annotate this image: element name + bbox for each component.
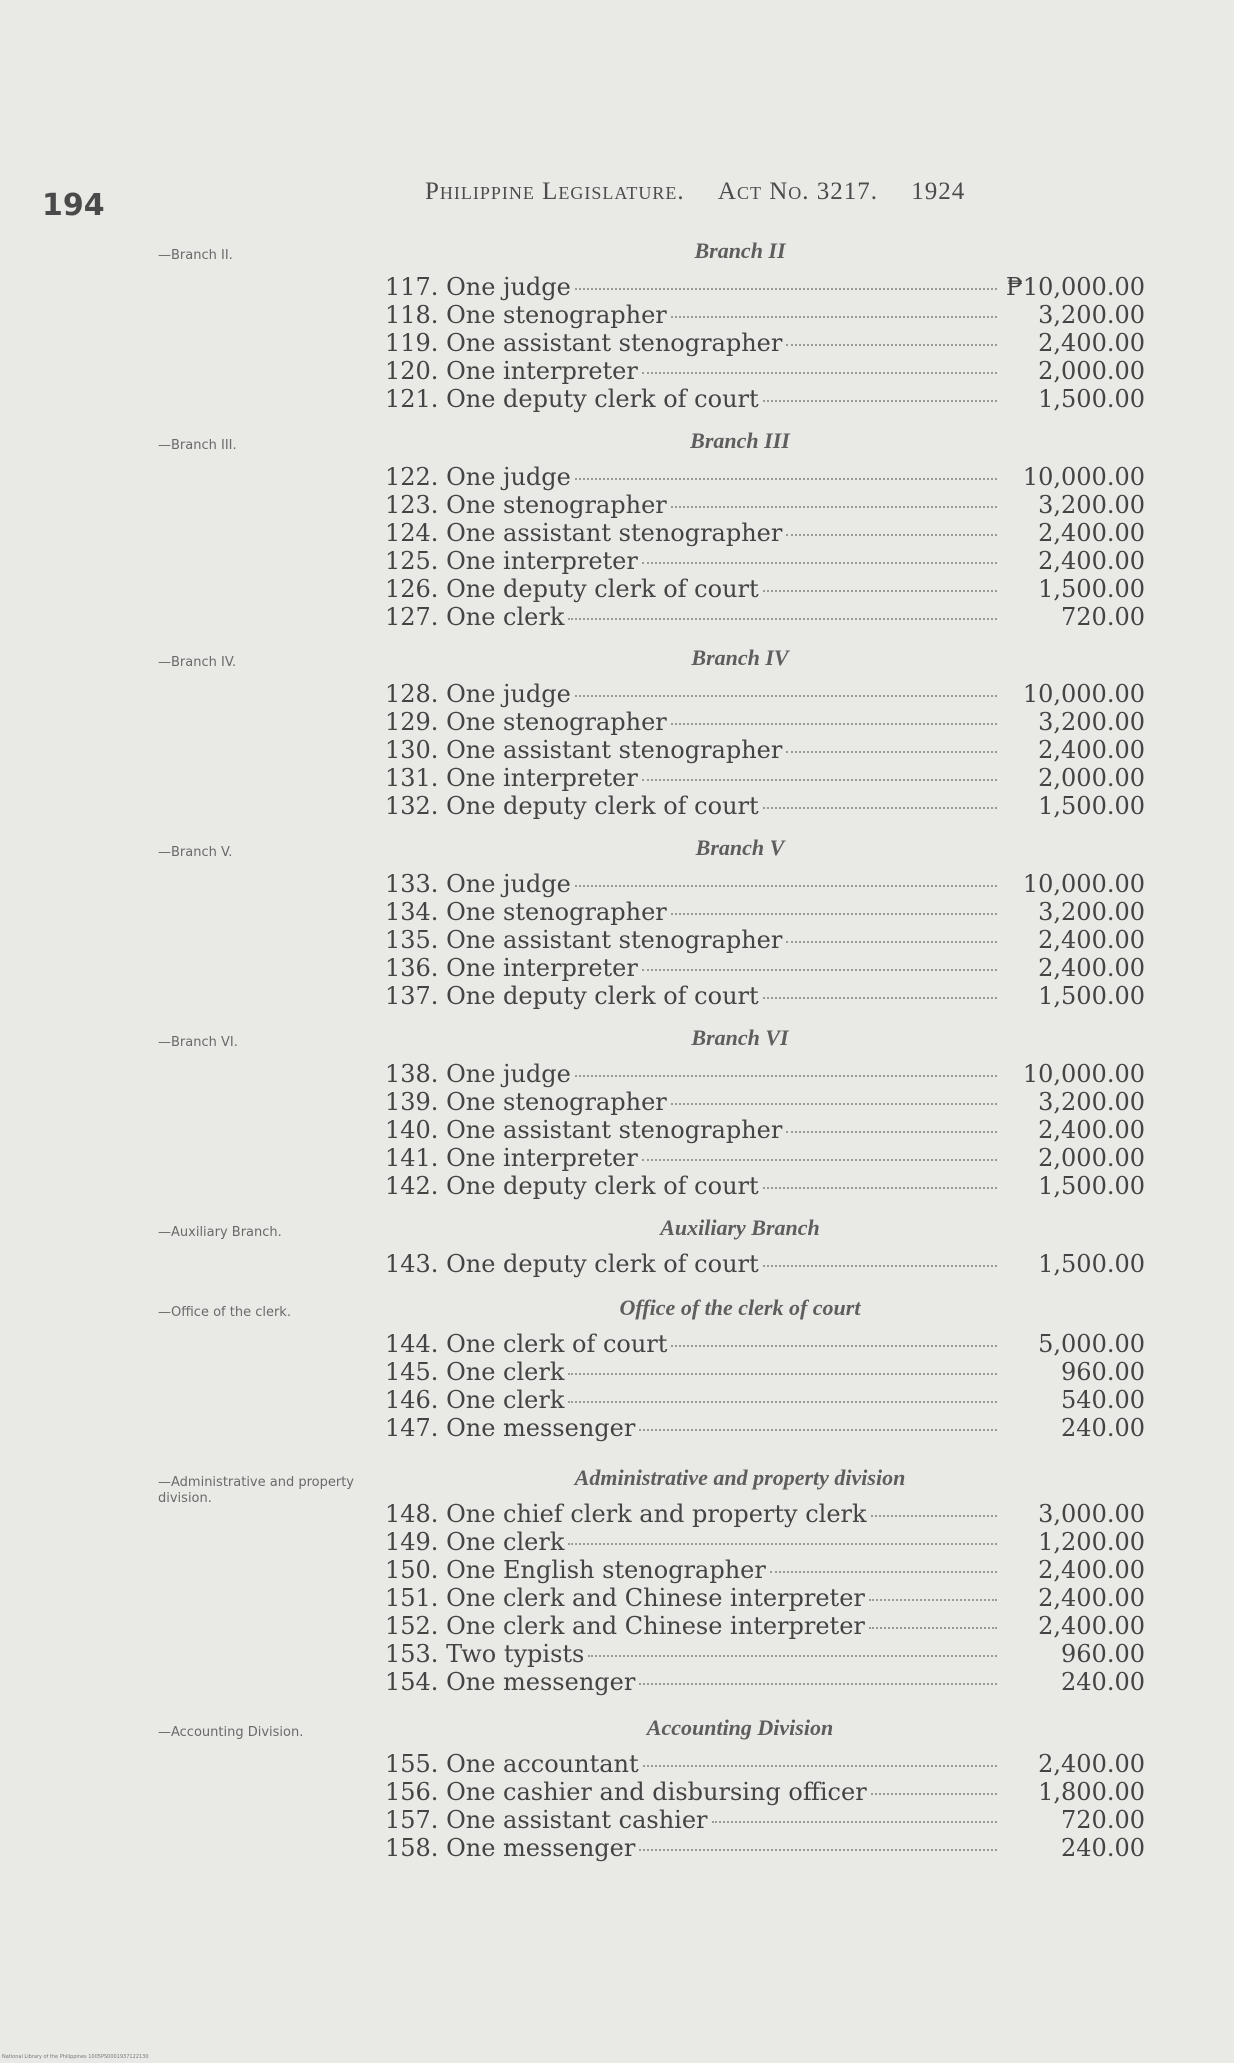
dot-leader: [786, 1131, 997, 1133]
item-label: 148. One chief clerk and property clerk: [385, 1500, 867, 1528]
margin-note: —Branch IV.: [158, 655, 237, 670]
section-heading: Administrative and property division: [574, 1465, 906, 1490]
item-amount: 720.00: [1061, 1806, 1145, 1834]
line-item: [385, 1806, 1145, 1834]
item-amount: 960.00: [1061, 1358, 1145, 1386]
item-amount: 10,000.00: [1022, 680, 1145, 708]
dot-leader: [639, 1429, 997, 1431]
item-label: 135. One assistant stenographer: [385, 926, 783, 954]
item-label: 149. One clerk: [385, 1528, 565, 1556]
dot-leader: [712, 1821, 997, 1823]
item-label: 146. One clerk: [385, 1386, 565, 1414]
item-amount: 2,400.00: [1038, 1116, 1145, 1144]
item-label: 118. One stenographer: [385, 301, 667, 329]
item-label: 123. One stenographer: [385, 491, 667, 519]
section-items: [385, 680, 1145, 820]
item-label: 125. One interpreter: [385, 547, 638, 575]
item-label: 133. One judge: [385, 870, 571, 898]
running-head: [425, 178, 1065, 206]
line-item: [385, 1778, 1145, 1806]
dot-leader: [568, 618, 997, 620]
dot-leader: [786, 344, 997, 346]
dot-leader: [770, 1571, 997, 1573]
section-items: [385, 463, 1145, 631]
item-label: 143. One deputy clerk of court: [385, 1250, 759, 1278]
item-amount: 2,400.00: [1038, 1612, 1145, 1640]
dot-leader: [575, 478, 997, 480]
section-items: [385, 1060, 1145, 1200]
dot-leader: [671, 506, 997, 508]
item-amount: 1,800.00: [1038, 1778, 1145, 1806]
dot-leader: [642, 372, 997, 374]
line-item: [385, 926, 1145, 954]
line-item: [385, 1750, 1145, 1778]
dot-leader: [575, 885, 997, 887]
item-amount: 3,200.00: [1038, 1088, 1145, 1116]
item-label: 152. One clerk and Chinese interpreter: [385, 1612, 865, 1640]
item-amount: 5,000.00: [1038, 1330, 1145, 1358]
margin-note: —Branch II.: [158, 248, 233, 263]
item-amount: 1,500.00: [1038, 575, 1145, 603]
section-items: [385, 1750, 1145, 1862]
margin-note: —Branch VI.: [158, 1035, 238, 1050]
item-label: 153. Two typists: [385, 1640, 585, 1668]
dot-leader: [671, 913, 997, 915]
item-amount: 3,200.00: [1038, 898, 1145, 926]
running-head-title: Philippine Legislature.: [425, 178, 685, 205]
item-amount: 1,200.00: [1038, 1528, 1145, 1556]
item-amount: 3,200.00: [1038, 491, 1145, 519]
item-amount: 3,200.00: [1038, 301, 1145, 329]
dot-leader: [869, 1627, 997, 1629]
dot-leader: [869, 1599, 997, 1601]
item-label: 130. One assistant stenographer: [385, 736, 783, 764]
item-amount: 1,500.00: [1038, 1172, 1145, 1200]
section-heading: Accounting Division: [646, 1715, 834, 1740]
line-item: [385, 1668, 1145, 1696]
line-item: [385, 1556, 1145, 1584]
item-amount: 1,500.00: [1038, 792, 1145, 820]
margin-note: —Branch V.: [158, 845, 233, 860]
item-label: 154. One messenger: [385, 1668, 636, 1696]
running-head-year: 1924: [911, 178, 966, 205]
dot-leader: [786, 941, 997, 943]
line-item: [385, 1172, 1145, 1200]
line-item: [385, 547, 1145, 575]
dot-leader: [871, 1515, 997, 1517]
section-heading: Branch III: [690, 428, 790, 453]
section-items: [385, 1500, 1145, 1696]
item-label: 124. One assistant stenographer: [385, 519, 783, 547]
item-label: 139. One stenographer: [385, 1088, 667, 1116]
dot-leader: [575, 288, 997, 290]
dot-leader: [671, 316, 997, 318]
dot-leader: [763, 807, 997, 809]
line-item: [385, 1528, 1145, 1556]
line-item: [385, 301, 1145, 329]
item-amount: 2,400.00: [1038, 1584, 1145, 1612]
line-item: [385, 491, 1145, 519]
dot-leader: [639, 1849, 997, 1851]
item-amount: 2,400.00: [1038, 954, 1145, 982]
running-head-act: Act No. 3217.: [717, 178, 879, 205]
line-item: [385, 519, 1145, 547]
line-item: [385, 273, 1145, 301]
item-amount: 10,000.00: [1022, 870, 1145, 898]
item-label: 155. One accountant: [385, 1750, 639, 1778]
item-amount: 540.00: [1061, 1386, 1145, 1414]
page-number: 194: [42, 188, 105, 223]
line-item: [385, 1116, 1145, 1144]
dot-leader: [786, 751, 997, 753]
section-heading: Auxiliary Branch: [660, 1215, 820, 1240]
line-item: [385, 1500, 1145, 1528]
item-amount: 2,400.00: [1038, 519, 1145, 547]
item-label: 156. One cashier and disbursing officer: [385, 1778, 867, 1806]
line-item: [385, 1144, 1145, 1172]
item-amount: 10,000.00: [1022, 463, 1145, 491]
line-item: [385, 792, 1145, 820]
section-heading: Branch II: [694, 238, 786, 263]
dot-leader: [568, 1373, 997, 1375]
margin-note: —Accounting Division.: [158, 1725, 304, 1740]
line-item: [385, 708, 1145, 736]
line-item: [385, 982, 1145, 1010]
item-amount: 240.00: [1061, 1668, 1145, 1696]
item-label: 138. One judge: [385, 1060, 571, 1088]
line-item: [385, 898, 1145, 926]
dot-leader: [568, 1401, 997, 1403]
item-label: 122. One judge: [385, 463, 571, 491]
item-amount: ₱10,000.00: [1005, 273, 1145, 301]
item-amount: 2,000.00: [1038, 357, 1145, 385]
item-amount: 2,400.00: [1038, 547, 1145, 575]
item-label: 157. One assistant cashier: [385, 1806, 708, 1834]
footer-credit: National Library of the Philippines 1005PS0001937122130: [2, 2054, 149, 2060]
item-label: 145. One clerk: [385, 1358, 565, 1386]
item-label: 126. One deputy clerk of court: [385, 575, 759, 603]
item-label: 127. One clerk: [385, 603, 565, 631]
item-amount: 10,000.00: [1022, 1060, 1145, 1088]
dot-leader: [871, 1793, 997, 1795]
item-label: 121. One deputy clerk of court: [385, 385, 759, 413]
line-item: [385, 1414, 1145, 1442]
line-item: [385, 603, 1145, 631]
item-amount: 2,000.00: [1038, 764, 1145, 792]
line-item: [385, 385, 1145, 413]
dot-leader: [642, 779, 997, 781]
item-amount: 240.00: [1061, 1834, 1145, 1862]
item-label: 151. One clerk and Chinese interpreter: [385, 1584, 865, 1612]
item-amount: 2,000.00: [1038, 1144, 1145, 1172]
line-item: [385, 764, 1145, 792]
margin-note: —Office of the clerk.: [158, 1305, 291, 1320]
line-item: [385, 1612, 1145, 1640]
item-label: 136. One interpreter: [385, 954, 638, 982]
item-amount: 3,000.00: [1038, 1500, 1145, 1528]
dot-leader: [575, 695, 997, 697]
item-amount: 960.00: [1061, 1640, 1145, 1668]
line-item: [385, 1640, 1145, 1668]
line-item: [385, 870, 1145, 898]
line-item: [385, 1060, 1145, 1088]
section-items: [385, 1330, 1145, 1442]
line-item: [385, 575, 1145, 603]
section-items: [385, 1250, 1145, 1278]
dot-leader: [642, 969, 997, 971]
dot-leader: [639, 1683, 997, 1685]
dot-leader: [575, 1075, 997, 1077]
line-item: [385, 1386, 1145, 1414]
item-amount: 2,400.00: [1038, 926, 1145, 954]
item-amount: 240.00: [1061, 1414, 1145, 1442]
line-item: [385, 1834, 1145, 1862]
item-label: 140. One assistant stenographer: [385, 1116, 783, 1144]
dot-leader: [588, 1655, 997, 1657]
item-amount: 720.00: [1061, 603, 1145, 631]
dot-leader: [763, 590, 997, 592]
dot-leader: [643, 1765, 997, 1767]
dot-leader: [763, 997, 997, 999]
dot-leader: [568, 1543, 997, 1545]
dot-leader: [642, 562, 997, 564]
line-item: [385, 1330, 1145, 1358]
item-label: 147. One messenger: [385, 1414, 636, 1442]
dot-leader: [671, 1103, 997, 1105]
dot-leader: [763, 1265, 997, 1267]
item-label: 137. One deputy clerk of court: [385, 982, 759, 1010]
item-amount: 2,400.00: [1038, 1556, 1145, 1584]
item-label: 131. One interpreter: [385, 764, 638, 792]
dot-leader: [763, 1187, 997, 1189]
item-amount: 1,500.00: [1038, 385, 1145, 413]
item-label: 144. One clerk of court: [385, 1330, 668, 1358]
line-item: [385, 1088, 1145, 1116]
item-label: 129. One stenographer: [385, 708, 667, 736]
dot-leader: [786, 534, 997, 536]
item-label: 117. One judge: [385, 273, 571, 301]
item-amount: 2,400.00: [1038, 736, 1145, 764]
line-item: [385, 1250, 1145, 1278]
item-amount: 1,500.00: [1038, 1250, 1145, 1278]
item-label: 142. One deputy clerk of court: [385, 1172, 759, 1200]
section-heading: Branch IV: [691, 645, 789, 670]
item-amount: 2,400.00: [1038, 1750, 1145, 1778]
line-item: [385, 329, 1145, 357]
section-items: [385, 273, 1145, 413]
margin-note: —Auxiliary Branch.: [158, 1225, 282, 1240]
item-amount: 1,500.00: [1038, 982, 1145, 1010]
line-item: [385, 463, 1145, 491]
dot-leader: [763, 400, 997, 402]
item-label: 120. One interpreter: [385, 357, 638, 385]
item-label: 150. One English stenographer: [385, 1556, 766, 1584]
line-item: [385, 680, 1145, 708]
dot-leader: [671, 1345, 997, 1347]
line-item: [385, 357, 1145, 385]
section-heading: Branch V: [695, 835, 785, 860]
margin-note: —Administrative and property division.: [158, 1475, 354, 1506]
item-label: 132. One deputy clerk of court: [385, 792, 759, 820]
item-label: 158. One messenger: [385, 1834, 636, 1862]
section-items: [385, 870, 1145, 1010]
item-label: 141. One interpreter: [385, 1144, 638, 1172]
section-heading: Office of the clerk of court: [619, 1295, 861, 1320]
margin-note: —Branch III.: [158, 438, 237, 453]
item-label: 128. One judge: [385, 680, 571, 708]
section-heading: Branch VI: [691, 1025, 789, 1050]
line-item: [385, 1584, 1145, 1612]
item-amount: 2,400.00: [1038, 329, 1145, 357]
dot-leader: [642, 1159, 997, 1161]
dot-leader: [671, 723, 997, 725]
line-item: [385, 954, 1145, 982]
line-item: [385, 1358, 1145, 1386]
line-item: [385, 736, 1145, 764]
item-label: 134. One stenographer: [385, 898, 667, 926]
item-amount: 3,200.00: [1038, 708, 1145, 736]
item-label: 119. One assistant stenographer: [385, 329, 783, 357]
